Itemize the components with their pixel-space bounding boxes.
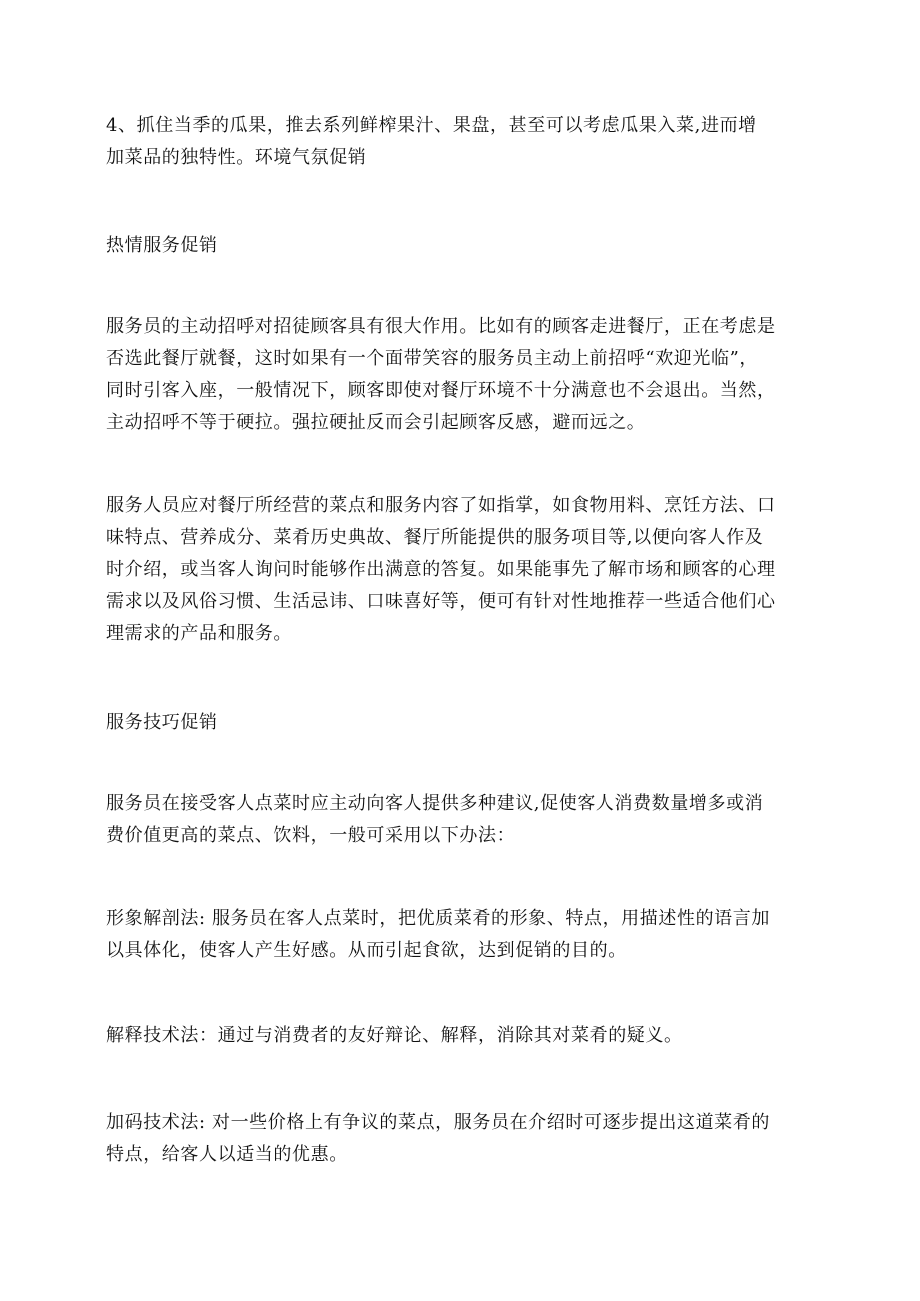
paragraph-added-value-method: 加码技术法: 对一些价格上有争议的菜点，服务员在介绍时可逐步提出这道菜肴的 特点，给客人以适当的优惠。 xyxy=(106,1112,770,1165)
paragraph-active-greeting: 服务员的主动招呼对招徒顾客具有很大作用。比如有的顾客走进餐厅，正在考虑是 否选此餐厅就餐，这时如果有一个面带笑容的服务员主动上前招呼“欢迎光临”， 同时引客入座，一般情况下，顾客即使对餐厅环境不十分满意也不会退出。当然， 主动招呼不等于硬拉。强拉硬扯反而会引起顾客反感，避而远之。 xyxy=(106,316,776,433)
paragraph-explanation-method: 解释技术法：通过与消费者的友好辩论、解释，消除其对菜肴的疑义。 xyxy=(106,1025,683,1046)
paragraph-staff-knowledge: 服务人员应对餐厅所经营的菜点和服务内容了如指掌，如食物用料、烹饪方法、口 味特点、营养成分、菜肴历史典故、餐厅所能提供的服务项目等,以便向客人作及 时介绍，或当客人询问时能够作出满意的答复。如果能事先了解市场和顾客的心理 需求以及风俗习惯、生活忌讳、口味喜好等，便可有针对性地推荐一些适合他们心 理需求的产品和服务。 xyxy=(106,495,776,644)
heading-warm-service-promotion: 热情服务促销 xyxy=(106,235,218,256)
paragraph-seasonal-fruit: 4、抓住当季的瓜果，推去系列鲜榨果汁、果盘，甚至可以考虑瓜果入菜,进而增 加菜品的独特性。环境气氛促销 xyxy=(106,115,757,168)
heading-service-skill-promotion: 服务技巧促销 xyxy=(106,712,218,733)
paragraph-image-analysis-method: 形象解剖法: 服务员在客人点菜时，把优质菜肴的形象、特点，用描述性的语言加 以具体化，使客人产生好感。从而引起食欲，达到促销的目的。 xyxy=(106,908,770,961)
paragraph-ordering-suggestions: 服务员在接受客人点菜时应主动向客人提供多种建议,促使客人消费数量增多或消 费价值更高的菜点、饮料，一般可采用以下办法： xyxy=(106,793,764,846)
